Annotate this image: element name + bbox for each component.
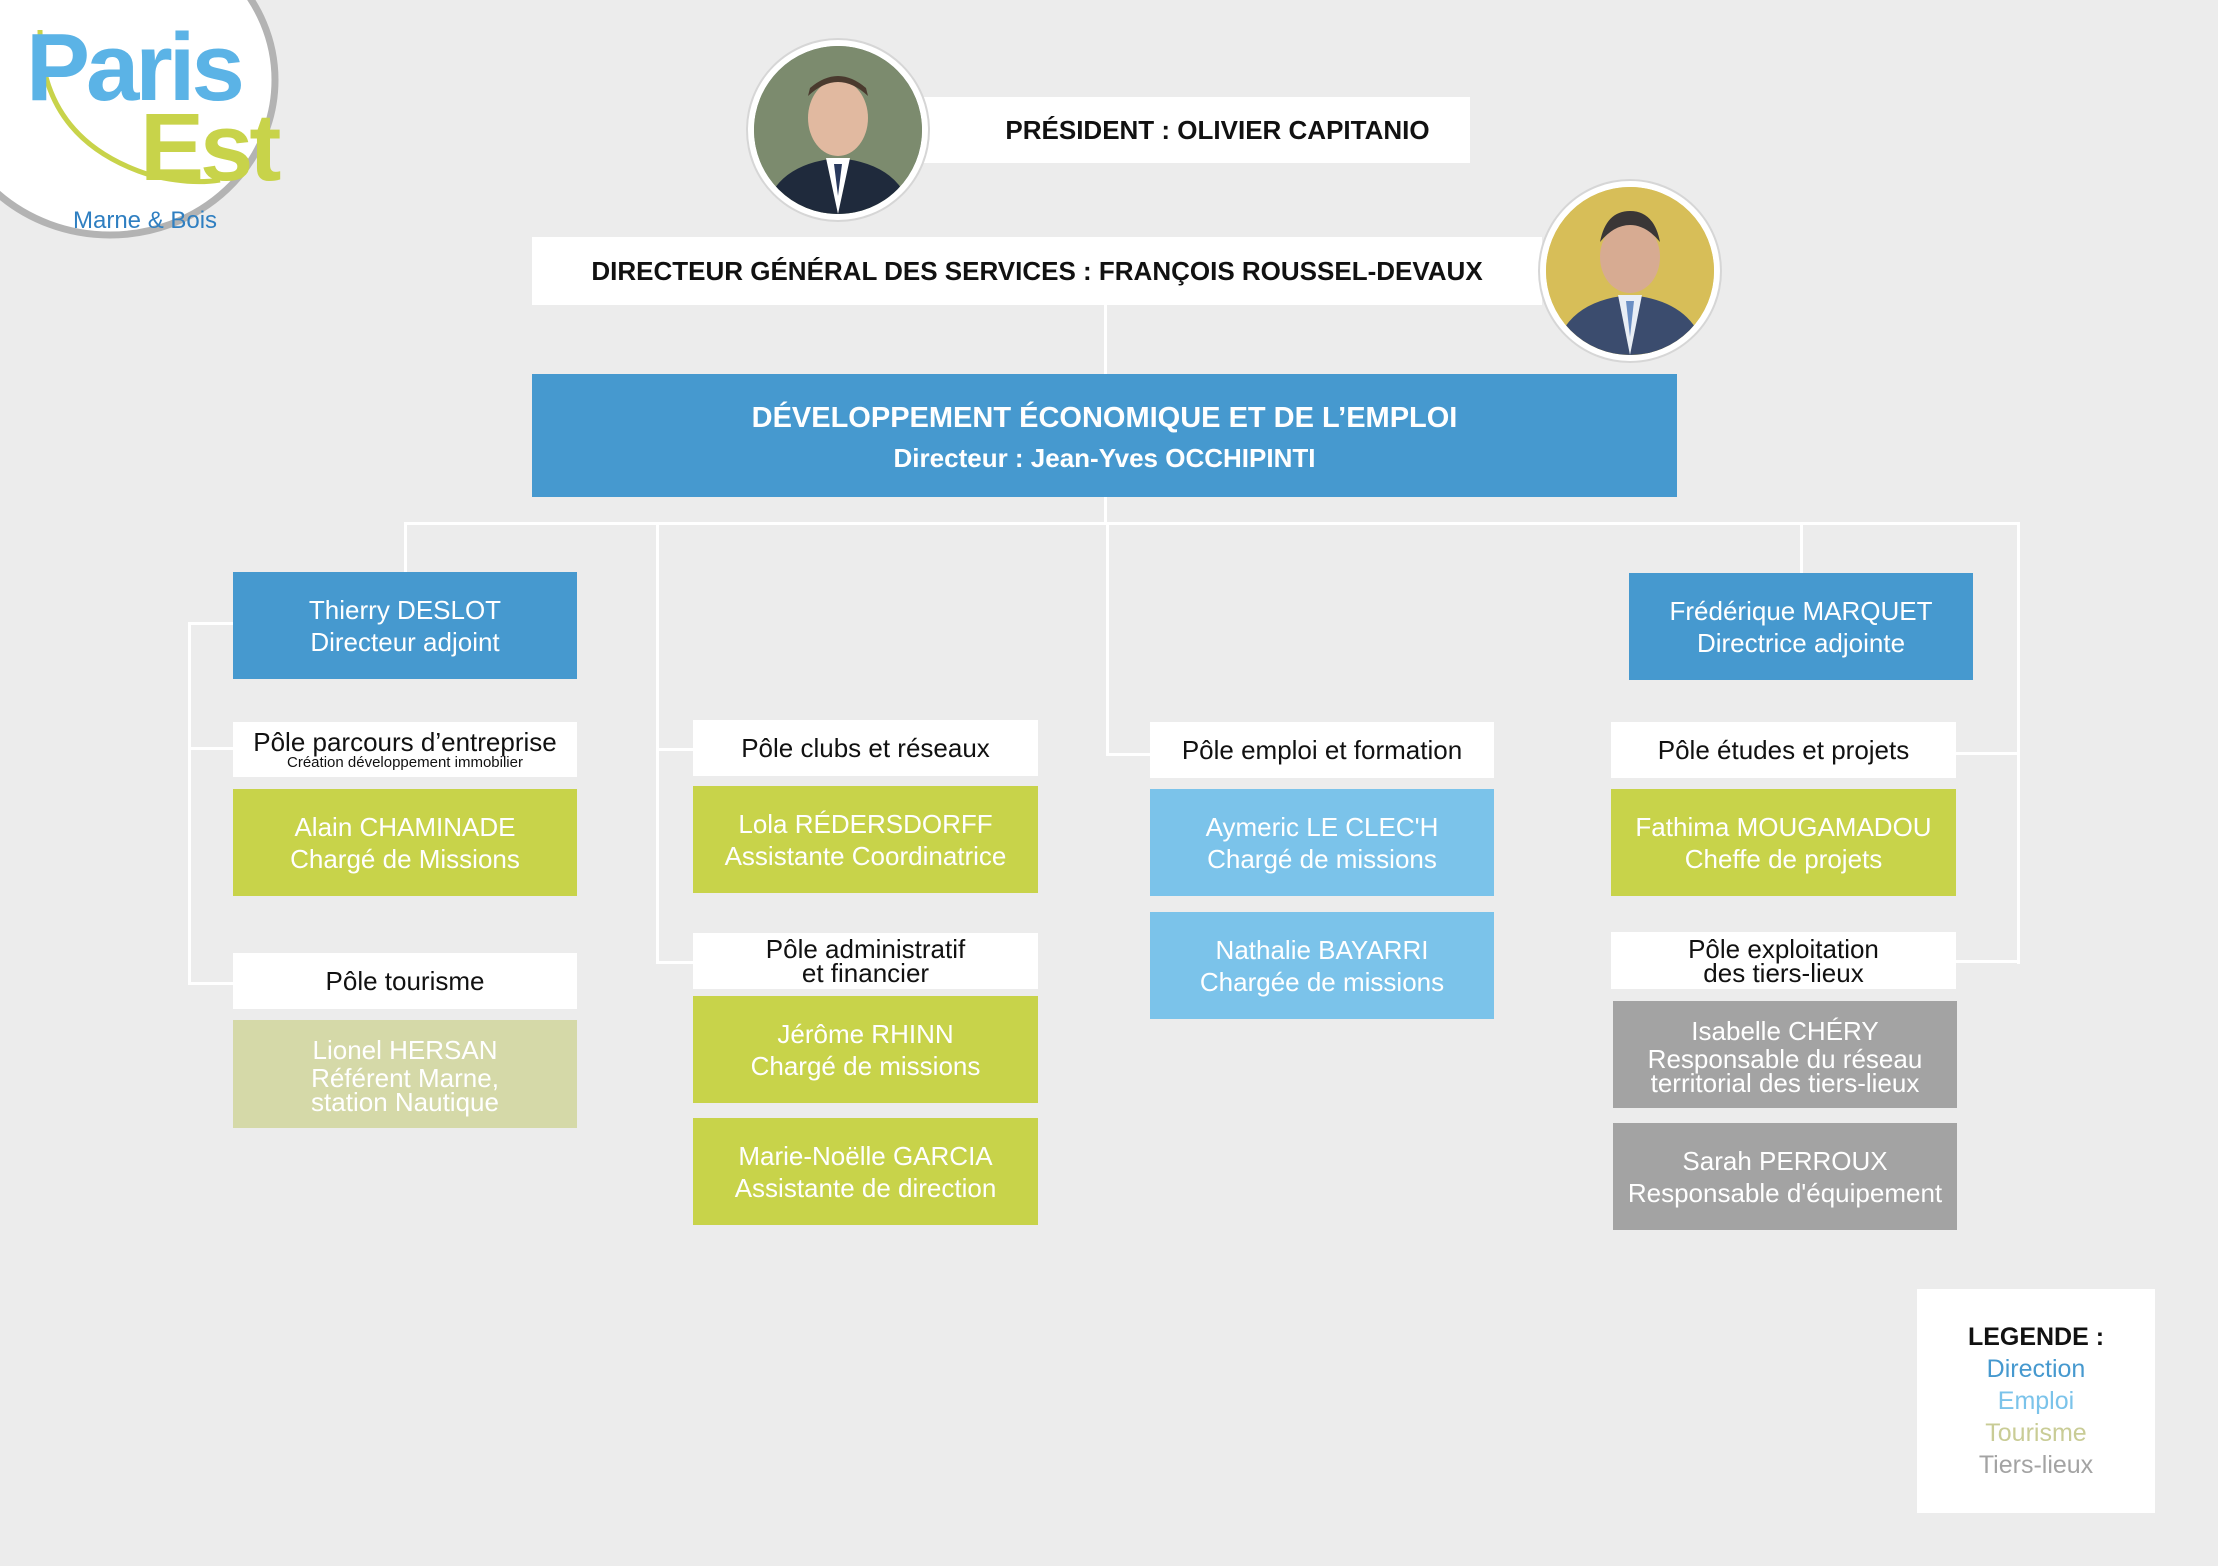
person-name: Alain CHAMINADE xyxy=(294,811,516,842)
person-name: Isabelle CHÉRY xyxy=(1691,1015,1879,1046)
connector xyxy=(2017,522,2020,964)
pole-box-emploi xyxy=(1150,722,1494,778)
connector xyxy=(656,522,659,964)
legend-item-emploi: Emploi xyxy=(1997,1387,2075,1415)
connector xyxy=(404,522,2020,525)
person-role: Responsable d'équipement xyxy=(1627,1177,1943,1208)
president-label: PRÉSIDENT : OLIVIER CAPITANIO xyxy=(1005,114,1430,145)
person-name: Sarah PERROUX xyxy=(1682,1145,1888,1176)
pole-box-tourisme xyxy=(233,953,577,1009)
connector xyxy=(1104,300,1107,375)
connector xyxy=(188,622,233,625)
person-role: Responsable du réseau territorial des tiers-lieux xyxy=(1647,1043,1923,1098)
connector xyxy=(188,747,233,750)
person-name: Aymeric LE CLEC'H xyxy=(1205,811,1439,842)
pole-box-administratif xyxy=(693,933,1038,989)
connector xyxy=(1106,753,1150,756)
main-direction-director: Directeur : Jean-Yves OCCHIPINTI xyxy=(893,442,1316,473)
person-box-bayarri xyxy=(1150,912,1494,1019)
president-photo xyxy=(748,40,928,220)
pole-box-etudes xyxy=(1611,722,1956,778)
logo-text-est: Est xyxy=(140,94,278,201)
president-box xyxy=(895,97,1470,163)
pole-title: Pôle tourisme xyxy=(325,966,485,996)
legend-item-tourisme: Tourisme xyxy=(1985,1419,2087,1447)
pole-title: Pôle emploi et formation xyxy=(1181,735,1463,765)
person-name: Lola RÉDERSDORFF xyxy=(738,808,993,839)
connector xyxy=(188,622,191,985)
person-box-perroux xyxy=(1613,1123,1957,1230)
person-box-garcia xyxy=(693,1118,1038,1225)
person-name: Jérôme RHINN xyxy=(777,1018,954,1049)
person-box-le-clech xyxy=(1150,789,1494,896)
connector xyxy=(1955,752,2020,755)
pole-title: Pôle clubs et réseaux xyxy=(741,733,990,763)
pole-title: Pôle exploitation des tiers-lieux xyxy=(1688,933,1879,988)
connector xyxy=(656,961,693,964)
logo-text-paris: Paris xyxy=(26,14,241,121)
person-name: Fathima MOUGAMADOU xyxy=(1635,811,1932,842)
person-box-rhinn xyxy=(693,996,1038,1103)
person-name: Thierry DESLOT xyxy=(308,594,502,625)
portrait-placeholder-icon xyxy=(1546,187,1714,355)
pole-subtitle: Création développement immobilier xyxy=(287,753,523,771)
person-box-mougamadou xyxy=(1611,789,1956,896)
person-role: Assistante de direction xyxy=(734,1172,997,1203)
person-name: Lionel HERSAN xyxy=(312,1035,498,1065)
legend-box xyxy=(1917,1289,2155,1513)
person-name: Frédérique MARQUET xyxy=(1669,595,1933,626)
person-box-redersdorff xyxy=(693,786,1038,893)
person-role: Chargé de missions xyxy=(750,1050,981,1081)
person-role: Directeur adjoint xyxy=(310,626,500,657)
person-role: Directrice adjointe xyxy=(1696,627,1906,658)
pole-title: Pôle parcours d’entreprise xyxy=(253,726,557,757)
connector xyxy=(404,522,407,573)
portrait-placeholder-icon xyxy=(754,46,922,214)
pole-box-parcours xyxy=(233,722,577,777)
pole-box-tiers-lieux xyxy=(1611,932,1956,989)
person-name: Nathalie BAYARRI xyxy=(1215,934,1429,965)
deputy-box-marquet xyxy=(1629,573,1973,680)
person-role: Chargé de missions xyxy=(1207,843,1437,874)
legend-item-tiers-lieux: Tiers-lieux xyxy=(1978,1451,2094,1479)
main-direction-title: DÉVELOPPEMENT ÉCONOMIQUE ET DE L’EMPLOI xyxy=(751,401,1458,434)
person-box-chery xyxy=(1613,1001,1957,1108)
dgs-photo xyxy=(1540,181,1720,361)
dgs-box xyxy=(532,237,1542,305)
person-box-hersan xyxy=(233,1020,577,1128)
person-role: Chargé de Missions xyxy=(290,843,520,874)
dgs-label: DIRECTEUR GÉNÉRAL DES SERVICES : FRANÇOIS ROUSSEL-DEVAUX xyxy=(591,255,1483,286)
main-direction-box xyxy=(532,374,1677,497)
person-role: Cheffe de projets xyxy=(1684,843,1883,874)
connector xyxy=(1800,522,1803,573)
pole-title: Pôle administratif et financier xyxy=(765,934,966,988)
logo-text-marne-bois: Marne & Bois xyxy=(73,207,218,234)
deputy-box-deslot xyxy=(233,572,577,679)
person-role: Référent Marne, station Nautique xyxy=(311,1063,499,1117)
person-box-chaminade xyxy=(233,789,577,896)
logo xyxy=(0,0,390,340)
connector xyxy=(188,982,233,985)
pole-box-clubs xyxy=(693,720,1038,776)
connector xyxy=(1104,497,1107,525)
connector xyxy=(1106,522,1109,756)
person-role: Assistante Coordinatrice xyxy=(724,840,1007,871)
connector xyxy=(1955,960,2020,963)
person-name: Marie-Noëlle GARCIA xyxy=(738,1140,993,1171)
legend-title: LEGENDE : xyxy=(1967,1323,2105,1351)
person-role: Chargée de missions xyxy=(1199,966,1445,997)
legend-item-direction: Direction xyxy=(1986,1355,2086,1383)
pole-title: Pôle études et projets xyxy=(1657,735,1910,765)
connector xyxy=(656,748,693,751)
